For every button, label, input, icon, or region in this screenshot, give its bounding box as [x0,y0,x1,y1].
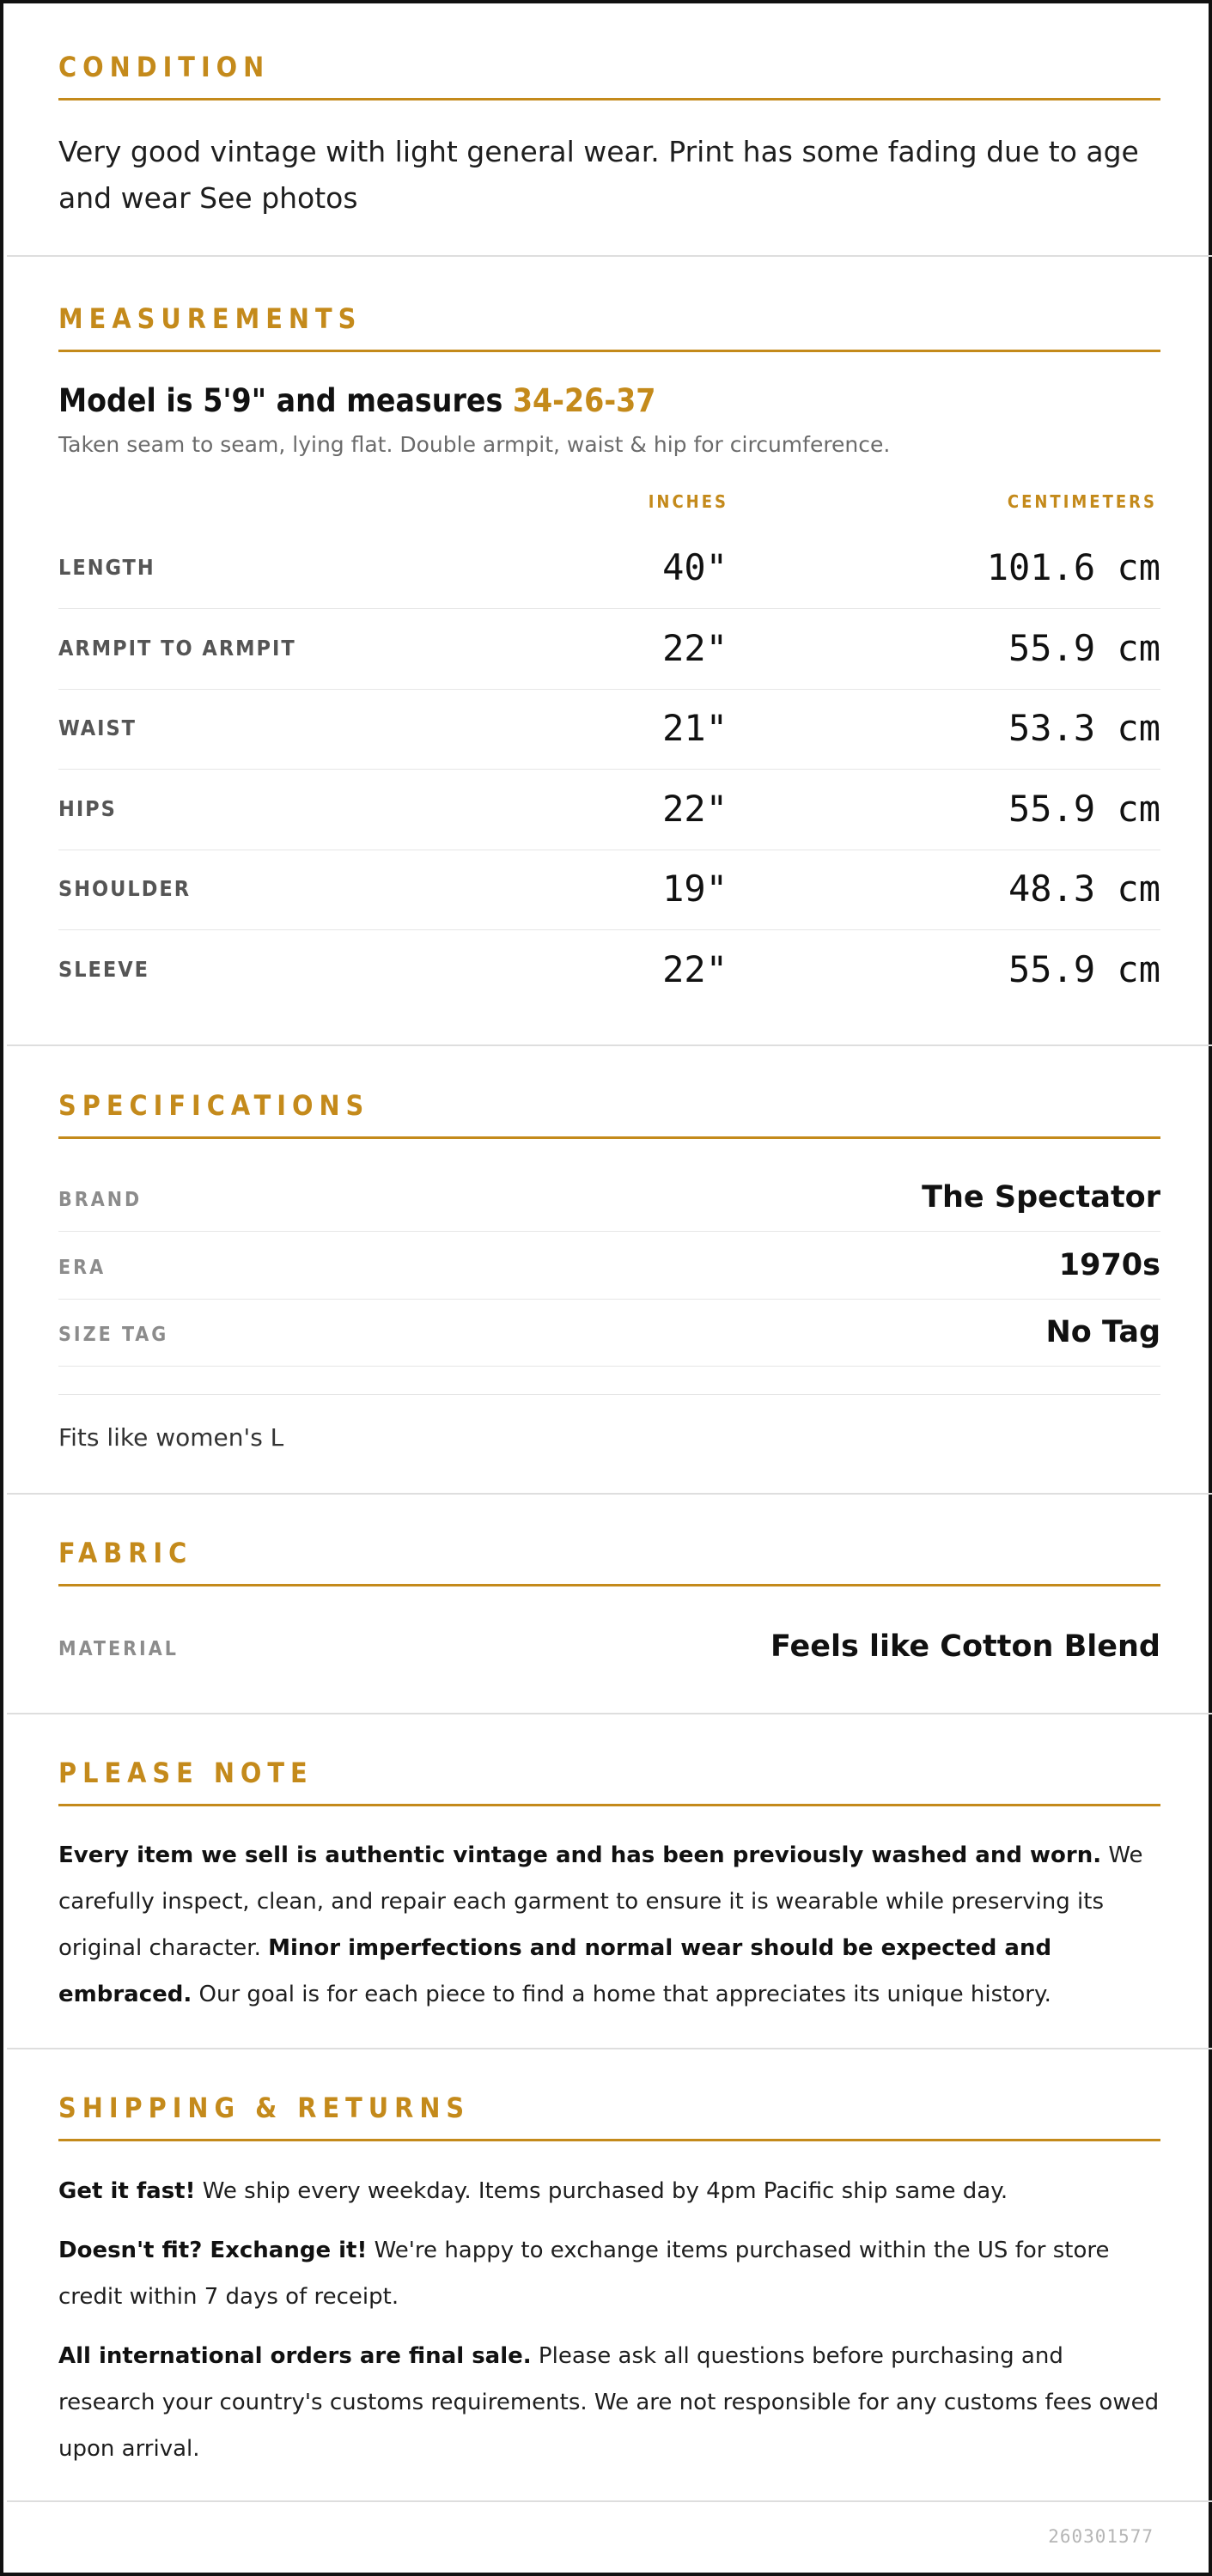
measurement-label: HIPS [58,796,117,821]
please-note-heading: PLEASE NOTE [58,1757,314,1789]
shipping-paragraph-exchange [58,2227,1160,2320]
section-divider [7,1493,1212,1495]
section-divider [7,2500,1212,2502]
measurement-label: LENGTH [58,555,155,580]
shipping-international-text: Please ask all questions before purchasing and research your country's customs requirements. We are not responsible for any customs fees owed upon arrival. [58,2343,1160,2462]
row-separator [58,769,1160,770]
fit-note: Fits like women's L [58,1423,284,1452]
measurement-centimeters: 48.3 cm [1008,868,1160,910]
row-separator [58,1366,1160,1367]
please-note-text [58,1832,1160,2018]
section-divider [7,2048,1212,2049]
spec-row-brand [58,1165,1160,1232]
shipping-fast-bold: Get it fast! [58,2178,196,2204]
measurement-inches: 19" [662,868,728,910]
specifications-rule [58,1136,1160,1139]
spec-label: BRAND [58,1189,143,1211]
measurement-label: SLEEVE [58,957,150,982]
measurement-row-shoulder [58,850,1160,930]
condition-rule [58,98,1160,100]
measurements-rule [58,350,1160,352]
spec-row-size-tag [58,1300,1160,1367]
measurement-note: Taken seam to seam, lying flat. Double armpit, waist & hip for circumference. [58,432,891,457]
note-text-2: Our goal is for each piece to find a home that appreciates its unique history. [192,1982,1051,2007]
measurement-centimeters: 55.9 cm [1008,948,1160,990]
shipping-paragraph-international [58,2333,1160,2472]
spec-label: SIZE TAG [58,1324,169,1346]
column-header-centimeters: CENTIMETERS [1007,491,1157,512]
measurement-inches: 22" [662,948,728,990]
shipping-fast-text: We ship every weekday. Items purchased by 4pm Pacific ship same day. [195,2178,1008,2204]
measurement-row-length [58,529,1160,609]
spec-value: The Spectator [922,1180,1160,1215]
measurement-inches: 21" [662,707,728,749]
fabric-label: MATERIAL [58,1638,179,1660]
section-divider [7,1713,1212,1714]
section-divider [7,1044,1212,1046]
shipping-exchange-text: We're happy to exchange items purchased within the US for store credit within 7 days of receipt. [58,2238,1110,2310]
measurement-inches: 22" [662,788,728,830]
condition-heading: CONDITION [58,51,271,83]
measurement-label: SHOULDER [58,876,192,901]
condition-text: Very good vintage with light general wear. Print has some fading due to age and wear See photos [58,135,1139,215]
spec-value: 1970s [1058,1248,1160,1282]
shipping-international-bold: All international orders are final sale. [58,2343,532,2369]
specifications-heading: SPECIFICATIONS [58,1089,370,1122]
model-measurements [58,382,655,419]
row-separator [58,1231,1160,1232]
column-header-inches: INCHES [648,491,728,512]
measurements-heading: MEASUREMENTS [58,302,362,335]
measurement-centimeters: 101.6 cm [986,546,1160,588]
model-prefix: Model is 5'9" and measures [58,382,513,419]
measurement-inches: 22" [662,627,728,669]
measurement-row-sleeve [58,931,1160,1011]
fabric-heading: FABRIC [58,1537,193,1569]
shipping-text [58,2168,1160,2472]
shipping-rule [58,2139,1160,2141]
section-divider [7,255,1212,257]
note-bold-1: Every item we sell is authentic vintage and has been previously washed and worn. [58,1842,1102,1868]
spec-row-era [58,1233,1160,1300]
shipping-paragraph-fast [58,2168,1160,2214]
measurement-centimeters: 53.3 cm [1008,707,1160,749]
row-separator [58,608,1160,609]
note-bold-2: Minor imperfections and normal wear should be expected and embraced. [58,1935,1052,2007]
please-note-rule [58,1804,1160,1806]
shipping-exchange-bold: Doesn't fit? Exchange it! [58,2238,368,2263]
fit-separator [58,1394,1160,1395]
model-measures-value: 34-26-37 [512,382,656,419]
measurement-centimeters: 55.9 cm [1008,788,1160,830]
measurement-inches: 40" [662,546,728,588]
measurement-row-waist [58,690,1160,770]
fabric-value: Feels like Cotton Blend [770,1629,1160,1664]
note-text-1: We carefully inspect, clean, and repair each garment to ensure it is wearable while preserving its original character. [58,1842,1143,1961]
measurement-row-hips [58,770,1160,850]
measurement-row-armpit [58,610,1160,690]
shipping-heading: SHIPPING & RETURNS [58,2092,471,2124]
fabric-rule [58,1584,1160,1586]
measurement-centimeters: 55.9 cm [1008,627,1160,669]
measurement-label: ARMPIT TO ARMPIT [58,636,296,661]
measurement-label: WAIST [58,716,137,740]
spec-label: ERA [58,1257,107,1279]
product-id: 260301577 [1048,2526,1154,2547]
spec-value: No Tag [1045,1315,1160,1349]
fabric-material-row [58,1614,1160,1683]
row-separator [58,929,1160,930]
